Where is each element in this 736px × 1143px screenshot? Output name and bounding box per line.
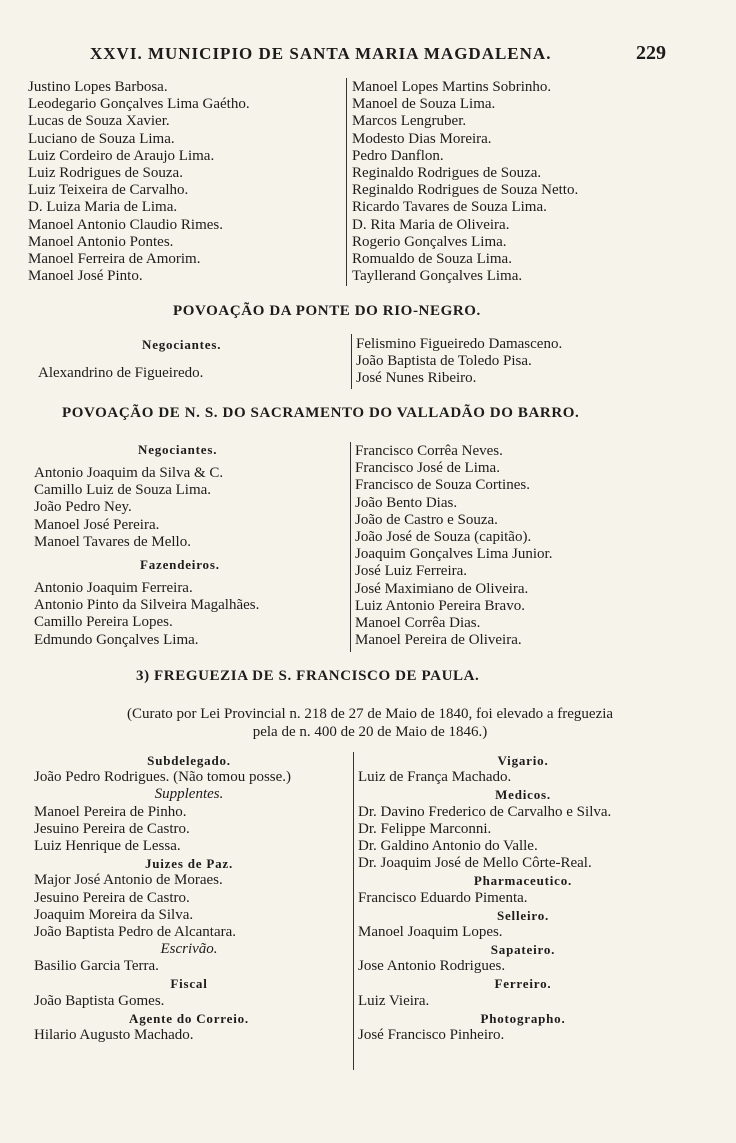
list-item: Manoel Pereira de Oliveira. (355, 632, 522, 649)
list-item: Manoel Corrêa Dias. (355, 614, 481, 631)
list-item: Edmundo Gonçalves Lima. (34, 631, 199, 648)
list-item: Jesuino Pereira de Castro. (34, 889, 190, 906)
subhead-juizes: Juizes de Paz. (144, 856, 234, 872)
list-item: Dr. Galdino Antonio do Valle. (358, 837, 538, 854)
list-item: Francisco José de Lima. (355, 460, 500, 477)
list-item: João Baptista Pedro de Alcantara. (34, 923, 237, 940)
list-item: Francisco Eduardo Pimenta. (358, 889, 528, 906)
list-item: Manoel Tavares de Mello. (34, 533, 191, 550)
page-number: 229 (636, 42, 666, 64)
list-item: Luiz de França Machado. (358, 769, 512, 786)
subhead-subdelegado: Subdelegado. (147, 753, 231, 768)
list-item: Rogerio Gonçalves Lima. (352, 233, 507, 250)
freguezia-left-column (34, 752, 344, 1044)
subhead-ferreiro: Ferreiro. (494, 976, 552, 992)
list-item: Joaquim Gonçalves Lima Junior. (355, 546, 553, 563)
list-item: Manoel Joaquim Lopes. (358, 923, 503, 940)
list-item: Marcos Lengruber. (352, 113, 467, 130)
list-item: Reginaldo Rodrigues de Souza. (352, 164, 542, 181)
list-item: Major José Antonio de Moraes. (34, 872, 223, 889)
list-item: Tayllerand Gonçalves Lima. (352, 268, 523, 285)
subhead-negociantes: Negociantes. (138, 442, 218, 457)
subhead-pharmaceutico: Pharmaceutico. (473, 873, 573, 889)
freguezia-note (60, 705, 680, 741)
section-title-valladao: POVOAÇÃO DE N. S. DO SACRAMENTO DO VALLADÃO DO BARRO. (62, 405, 580, 421)
note-line: pela de n. 400 de 20 de Maio de 1846.) (252, 724, 488, 740)
list-item: Francisco de Souza Cortines. (355, 477, 530, 494)
list-item: Antonio Joaquim da Silva & C. (34, 465, 224, 481)
list-item: Luiz Teixeira de Carvalho. (28, 182, 189, 199)
list-item: Manoel de Souza Lima. (352, 96, 496, 113)
list-item: João Pedro Rodrigues. (Não tomou posse.) (34, 769, 292, 786)
ponte-right-list (356, 336, 562, 388)
list-item: Modesto Dias Moreira. (352, 130, 492, 147)
list-item: Camillo Pereira Lopes. (34, 614, 173, 631)
subhead-negociantes: Negociantes. (142, 337, 222, 352)
column-divider (350, 442, 351, 652)
list-item: D. Luiza Maria de Lima. (28, 199, 178, 216)
list-item: Pedro Danflon. (352, 147, 444, 164)
list-item: João de Castro e Souza. (355, 511, 498, 528)
list-item: José Nunes Ribeiro. (356, 370, 477, 387)
list-item: José Maximiano de Oliveira. (355, 580, 529, 597)
column-divider (353, 752, 354, 1070)
list-item: Antonio Pinto da Silveira Magalhães. (34, 597, 260, 614)
list-item: Manoel José Pinto. (28, 268, 143, 285)
list-item: Luciano de Souza Lima. (28, 130, 175, 147)
list-item: José Luiz Ferreira. (355, 563, 468, 580)
subhead-fazendeiros: Fazendeiros. (140, 557, 220, 572)
list-item: D. Rita Maria de Oliveira. (352, 216, 510, 233)
part1-left-list (28, 79, 250, 285)
list-item: Reginaldo Rodrigues de Souza Netto. (352, 182, 579, 199)
list-item: Manoel Lopes Martins Sobrinho. (352, 79, 552, 95)
list-item: Luiz Rodrigues de Souza. (28, 164, 183, 181)
list-item: Basilio Garcia Terra. (34, 958, 159, 975)
list-item: Hilario Augusto Machado. (34, 1027, 194, 1043)
note-line: (Curato por Lei Provincial n. 218 de 27 de Maio de 1840, foi elevado a freguezia (126, 706, 614, 722)
list-item: Manoel José Pereira. (34, 516, 160, 533)
list-item: Luiz Vieira. (358, 992, 430, 1009)
subhead-supplentes: Supplentes. (154, 786, 224, 803)
subhead-escrivao: Escrivão. (160, 941, 218, 958)
list-item: Alexandrino de Figueiredo. (38, 365, 204, 381)
list-item: Manoel Ferreira de Amorim. (28, 250, 201, 267)
list-item: Dr. Joaquim José de Mello Côrte-Real. (358, 855, 592, 872)
subhead-medicos: Medicos. (495, 787, 551, 803)
list-item: Camillo Luiz de Souza Lima. (34, 482, 212, 499)
list-item: Joaquim Moreira da Silva. (34, 906, 194, 923)
subhead-photographo: Photographo. (480, 1010, 566, 1026)
section-title-freguezia: 3) FREGUEZIA DE S. FRANCISCO DE PAULA. (136, 668, 480, 684)
subhead-sapateiro: Sapateiro. (490, 942, 556, 958)
subhead-selleiro: Selleiro. (496, 907, 550, 923)
list-item: Leodegario Gonçalves Lima Gaétho. (28, 96, 250, 113)
subhead-vigario: Vigario. (497, 753, 549, 768)
column-divider (351, 334, 352, 389)
list-item: Luiz Henrique de Lessa. (34, 837, 181, 854)
valladao-negociantes-list (34, 465, 223, 551)
list-item: Antonio Joaquim Ferreira. (34, 580, 193, 596)
list-item: José Francisco Pinheiro. (358, 1027, 505, 1043)
list-item: João Pedro Ney. (34, 499, 132, 516)
list-item: Lucas de Souza Xavier. (28, 113, 170, 130)
list-item: Dr. Davino Frederico de Carvalho e Silva. (358, 803, 612, 820)
running-header: XXVI. MUNICIPIO DE SANTA MARIA MAGDALENA. (90, 44, 552, 63)
list-item: Romualdo de Souza Lima. (352, 250, 512, 267)
list-item: João José de Souza (capitão). (355, 528, 532, 545)
freguezia-right-column (358, 752, 688, 1044)
part1-right-list (352, 79, 578, 285)
list-item: Felismino Figueiredo Damasceno. (356, 336, 563, 352)
list-item: Ricardo Tavares de Souza Lima. (352, 199, 547, 216)
list-item: João Bento Dias. (355, 494, 458, 511)
section-title-ponte: POVOAÇÃO DA PONTE DO RIO-NEGRO. (173, 303, 481, 319)
list-item: Manoel Antonio Pontes. (28, 233, 174, 250)
list-item: Luiz Cordeiro de Araujo Lima. (28, 147, 215, 164)
list-item: Francisco Corrêa Neves. (355, 443, 503, 459)
list-item: Jesuino Pereira de Castro. (34, 820, 190, 837)
column-divider (346, 78, 347, 286)
valladao-fazendeiros-list (34, 580, 259, 649)
subhead-agente: Agente do Correio. (129, 1010, 249, 1026)
list-item: Manoel Antonio Claudio Rimes. (28, 216, 223, 233)
valladao-right-list (355, 443, 552, 649)
list-item: João Baptista Gomes. (34, 992, 165, 1009)
list-item: Justino Lopes Barbosa. (28, 79, 168, 95)
list-item: João Baptista de Toledo Pisa. (356, 353, 532, 370)
list-item: Dr. Felippe Marconni. (358, 820, 492, 837)
list-item: Luiz Antonio Pereira Bravo. (355, 597, 525, 614)
subhead-fiscal: Fiscal (170, 976, 208, 992)
list-item: Manoel Pereira de Pinho. (34, 803, 187, 820)
list-item: Jose Antonio Rodrigues. (358, 958, 506, 975)
